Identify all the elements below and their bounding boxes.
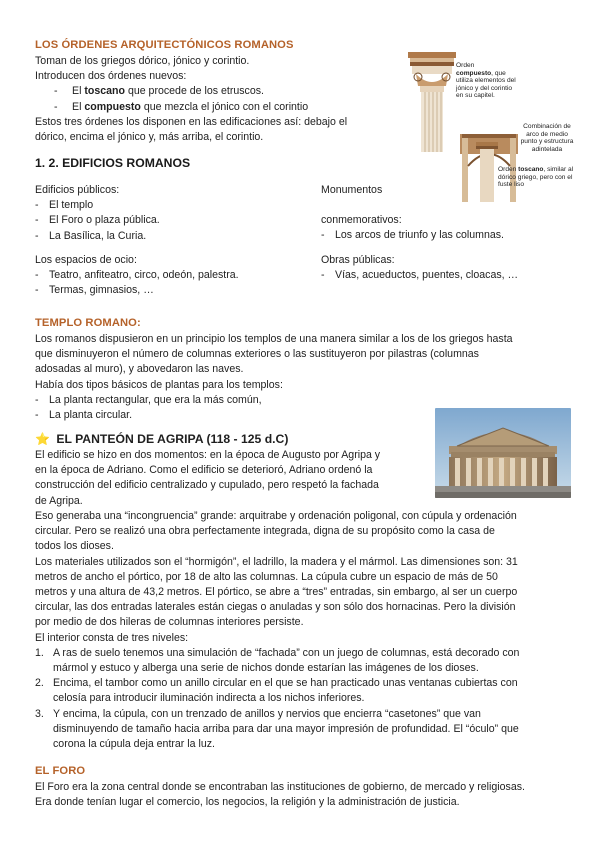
text-line: todos los dioses. xyxy=(35,540,114,553)
list-item: - El Foro o plaza pública. xyxy=(35,213,305,228)
panteon-intro xyxy=(35,448,435,509)
text-line: en la época de Adriano. Como el edificio se deterioró, Adriano ordenó la xyxy=(35,464,373,477)
text-line: El Foro era la zona central donde se encontraban las instituciones de gobierno, de mercado y religiosas. xyxy=(35,781,525,793)
text-line: metros y una altura de 43,2 metros. El pórtico, se abre a “tres” entradas, sin embargo, al ser un cuerpo xyxy=(35,586,518,599)
bold-term: compuesto xyxy=(84,100,141,113)
text-line: Los materiales utilizados son el “hormigón”, el ladrillo, la madera y el mármol. Las dimensiones son: 31 xyxy=(35,555,518,568)
list-item xyxy=(35,707,583,753)
ocio-heading: Los espacios de ocio: xyxy=(35,253,137,266)
ordenes-list xyxy=(35,84,405,114)
text-line: circular, las dos entradas laterales están ciegas o anuladas y son sólo dos hornacinas. Pero la división xyxy=(35,601,516,614)
text-line: El edificio se hizo en dos momentos: en la época de Augusto por Agripa y xyxy=(35,449,381,461)
list-item: - La planta rectangular, que era la más común, xyxy=(35,393,580,408)
text-line: Encima, el tambor como un anillo circular en el que se han practicado unas ventanas cubiertas con xyxy=(53,677,518,690)
text-span: que procede de los etruscos. xyxy=(125,85,264,98)
text-line: mármol y estuco y alberga una serie de nichos donde estarían las imágenes de los dioses. xyxy=(53,662,479,675)
monumentos-heading: Monumentos xyxy=(321,184,383,196)
text-line: Los romanos dispusieron en un principio los templos de una manera similar a los de los griegos hasta xyxy=(35,333,513,345)
caption-text: Orden xyxy=(498,166,519,173)
text-line: dórico, encima el jónico y, más arriba, el corintio. xyxy=(35,131,264,144)
ocio-list xyxy=(35,268,305,298)
edificios-left-column xyxy=(35,183,305,298)
caption-bold: compuesto xyxy=(456,69,492,77)
text-span: que mezcla el jónico con el corintio xyxy=(140,100,309,113)
text-span: El xyxy=(72,100,85,113)
caption-text: , similar al dórico griego, pero con el fuste liso xyxy=(498,166,574,189)
list-item xyxy=(35,646,583,676)
list-number: 1. xyxy=(35,646,44,659)
list-number: 2. xyxy=(35,677,44,690)
list-item: - Termas, gimnasios, … xyxy=(35,283,305,298)
list-item: - Teatro, anfiteatro, circo, odeón, palestra. xyxy=(35,268,305,283)
text-line: Toman de los griegos dórico, jónico y corintio. xyxy=(35,55,250,67)
panteon-body xyxy=(35,509,583,752)
list-item: - El toscano que procede de los etruscos. xyxy=(54,85,264,98)
pantheon-illustration xyxy=(435,408,571,498)
caption-compuesto xyxy=(456,62,516,100)
publicos-list xyxy=(35,198,305,244)
figure-architectural-orders xyxy=(406,50,574,202)
text-line: Eso generaba una “incongruencia” grande: arquitrabe y ordenación poligonal, con cúpula y ordenación xyxy=(35,510,517,522)
monumentos-list xyxy=(321,228,581,243)
obras-heading: Obras públicas: xyxy=(321,253,395,266)
edificios-right-column xyxy=(321,183,581,283)
list-item: - Los arcos de triunfo y las columnas. xyxy=(321,228,581,243)
text-line: de Agripa. xyxy=(35,494,83,507)
text-line: que disminuyeron el número de columnas exteriores o las sustituyeron por pilastras (columnas xyxy=(35,348,479,361)
bold-term: toscano xyxy=(84,85,125,98)
text-span: El xyxy=(72,85,85,98)
text-line: por medio de dos hileras de columnas interiores persiste. xyxy=(35,616,304,629)
star-icon: ⭐ xyxy=(35,432,50,446)
text-line: Era donde tenían lugar el comercio, los negocios, la religión y la administración de justicia. xyxy=(35,796,460,809)
foro-text xyxy=(35,780,583,810)
caption-text: Orden xyxy=(456,62,475,69)
list-item: - Vías, acueductos, puentes, cloacas, … xyxy=(321,268,581,283)
text-line: A ras de suelo tenemos una simulación de “fachada” con un juego de columnas, está decorado con xyxy=(53,646,520,659)
text-line: adosadas al muro), y abovedaron las naves. xyxy=(35,363,244,376)
text-line: metros de ancho el pórtico, por 18 de alto las columnas. La cúpula cubre un espacio de más de 50 xyxy=(35,570,498,583)
list-item: - La Basílica, la Curia. xyxy=(35,229,305,244)
section-title-foro: EL FORO xyxy=(35,765,86,777)
list-item: - El compuesto que mezcla el jónico con el corintio xyxy=(54,100,309,113)
text-line: construcción del edificio centralizado y cupulado, pero respetó la fachada xyxy=(35,479,379,492)
caption-arco: Combinación de arco de medio punto y estructura adintelada xyxy=(520,123,574,153)
list-item xyxy=(35,676,583,706)
pantheon-photo xyxy=(435,408,571,498)
obras-list xyxy=(321,268,581,283)
section-title-ordenes: LOS ÓRDENES ARQUITECTÓNICOS ROMANOS xyxy=(35,39,294,51)
text-line: Y encima, la cúpula, con un trenzado de anillos y nervios que encierra “casetones” que van xyxy=(53,707,481,720)
list-item: - La planta circular. xyxy=(35,408,580,423)
monumentos-heading-cont: conmemorativos: xyxy=(321,214,402,227)
list-number: 3. xyxy=(35,707,44,720)
panteon-title-text: EL PANTEÓN DE AGRIPA (118 - 125 d.C) xyxy=(56,432,289,446)
text-line: El interior consta de tres niveles: xyxy=(35,631,189,644)
text-line: celosía para introducir iluminación indirecta a los nichos inferiores. xyxy=(53,692,365,705)
text-line: Introducen dos órdenes nuevos: xyxy=(35,70,187,83)
publicos-heading: Edificios públicos: xyxy=(35,184,120,196)
levels-list xyxy=(35,646,583,752)
caption-bold: toscano xyxy=(518,166,544,173)
section-title-templo: TEMPLO ROMANO: xyxy=(35,317,141,329)
text-line: corona la cúpula deja entrar la luz. xyxy=(53,738,215,751)
text-line: Estos tres órdenes los disponen en las edificaciones así: debajo el xyxy=(35,115,348,128)
list-item: - El templo xyxy=(35,198,305,213)
text-line: disminuyendo de tamaño hacia arriba para dar una mayor impresión de profundidad. El “óculo” que xyxy=(53,722,519,735)
section-title-panteon xyxy=(35,432,288,447)
caption-text: , que utiliza elementos del jónico y del corintio en su capitel. xyxy=(456,69,516,100)
ordenes-text xyxy=(35,54,405,145)
section-title-edificios: 1. 2. EDIFICIOS ROMANOS xyxy=(35,156,191,170)
text-line: Había dos tipos básicos de plantas para los templos: xyxy=(35,378,283,391)
text-line: circular. Pero se realizó una obra perfectamente integrada, digna de su propósito como la casa de xyxy=(35,525,495,538)
